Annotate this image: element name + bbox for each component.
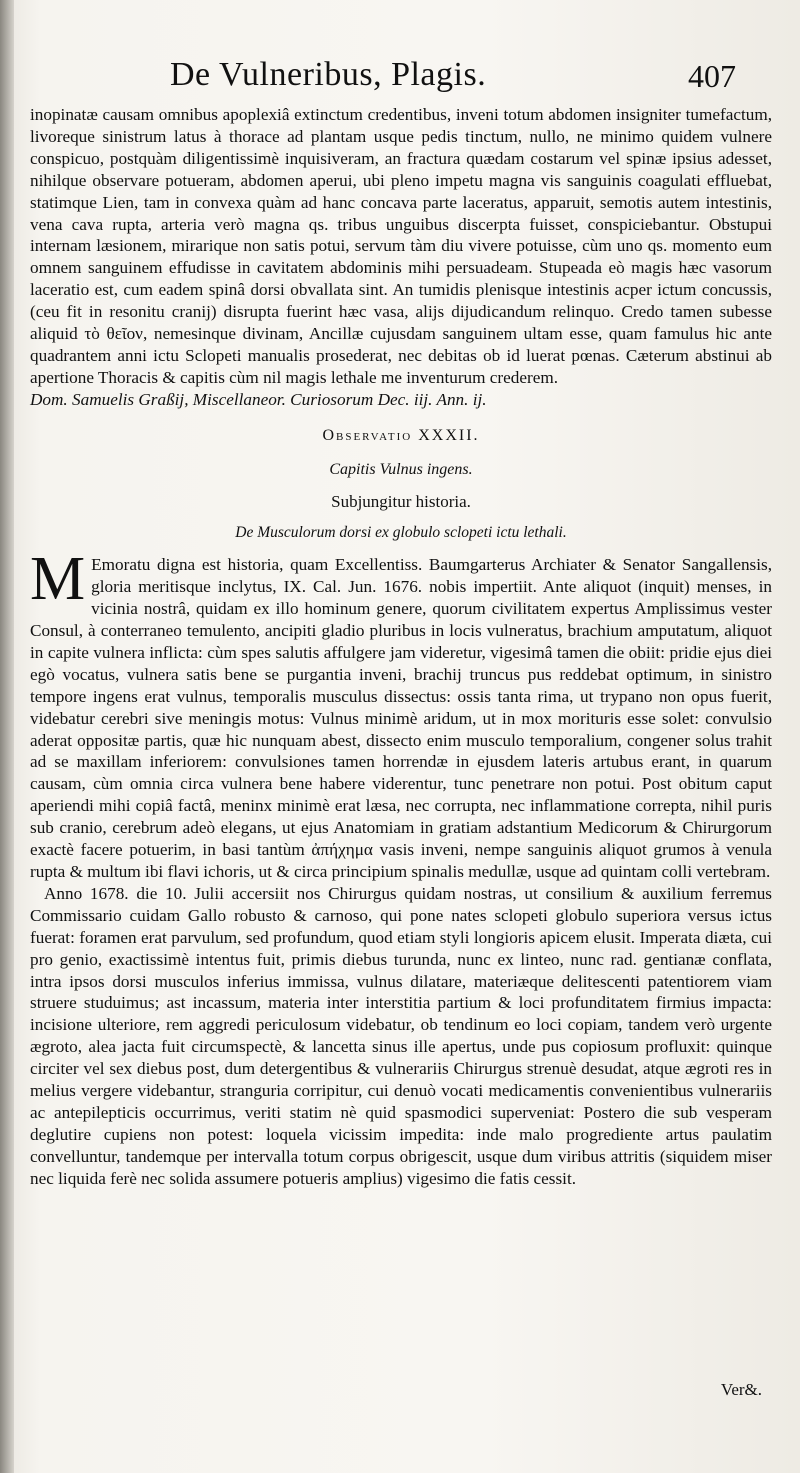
citation: Dom. Samuelis Graßij, Miscellaneor. Curiosorum Dec. iij. Ann. ij. xyxy=(30,389,487,409)
page-gutter-shadow xyxy=(0,0,14,1473)
page-header xyxy=(0,56,800,104)
page-body xyxy=(30,104,772,1190)
paragraph-continuation: inopinatæ causam omnibus apoplexiâ extinctum credentibus, inveni totum abdomen insigniter tumefactum, livoreque sinistrum latus à thorace ad plantam usque pedis tinctum, nullo, ne minimo quidem vulnere conspicuo, postquàm diligentissimè inquisiveram, an fractura quædam costarum vel spinæ ipsius adesset, nihilque observare potueram, abdomen aperui, ubi pleno impetu magna vis sanguinis coagulati effluebat, statimque Lien, tam in convexa quàm ad hanc concava parte laceratus, apparuit, semotis autem intestinis, vena cava rupta, arteria verò magna qs. tribus unguibus discerpta fuisset, conspiciebantur. Obstupui internam læsionem, mirarique non satis potui, servum tàm diu vivere potuisse, cùm uno qs. momento eum omnem sanguinem effudisse in cavitatem abdominis mihi persuadeam. Stupeada eò magis hæc vasorum laceratio est, cum eadem spinâ dorsi obvallata sint. An tumidis plenisque intestinis acper ictum concussis, (ceu fit in resonitu cranij) disrupta fuerint hæc vasa, alijs dijudicandum relinquo. Credo tamen subesse aliquid τὸ θεῖον, nemesinque divinam, Ancillæ cujusdam sanguinem ultam esse, quam famulus hic ante quadrantem anni ictu Sclopeti manualis prosederat, nec debitas ob id luerat pœnas. Cæterum abstinui ab apertione Thoracis & capitis cùm nil magis lethale me inventurum crederem. xyxy=(30,105,772,387)
page-number: 407 xyxy=(688,58,736,94)
drop-cap-letter: M xyxy=(30,545,86,614)
observation-heading: Observatio XXXII. xyxy=(322,426,480,444)
paragraph-history-text: Emoratu digna est historia, quam Excellentiss. Baumgarterus Archiater & Senator Sangallensis, gloria meritisque inclytus, IX. Cal. Jun. 1676. nobis impertiit. Ante aliquot (inquit) menses, in vicinia nostrâ, quidam ex illo hominum genere, quorum civilitatem expertus Amplissimus vester Consul, à conterraneo temulento, ancipiti gladio pluribus in locis vulneratus, brachium amputatum, aliquot in capite vulnera inflicta: cùm spes salutis affulgere jam videretur, vigesimâ tamen die obiit: pridie ejus diei egò vocatus, vulnera satis bene se purgantia inveni, brachij truncus pus reddebat optimum, in sinistro tempore ingens erat vulnus, temporalis musculus dissectus: ossis tanta rima, ut trypano non opus fuerit, videbatur cerebri sive meningis motus: Vulnus minimè aridum, ut in mox morituris esse solet: convulsio aderat oppositæ partis, quæ hic nunquam abest, dissecto enim musculo temporalium, congener solus trahit ad se maxillam inferiorem: convulsiones tamen horrendæ in ejusdem lateris artubus erant, in quarum causam, cùm omnia circa vulnera bene habere viderentur, tunc penetrare non potui. Post obitum caput aperiendi mihi copiâ factâ, meninx minimè erat læsa, nec corrupta, nec inflammatione correpta, nihil puris sub cranio, cerebrum adeò elegans, ut ejus Anatomiam in gratiam adstantium Medicorum & Chirurgorum exactè facere potuerim, in basi tantùm ἀπήχημα vasis inveni, nempe sanguinis aliquot grumos à venula rupta & multum ibi flavi ichoris, ut & circa principium spinalis medullæ, usque ad quintam colli vertebram. xyxy=(30,555,772,881)
subtitle-history: Subjungitur historia. xyxy=(331,491,471,511)
catchword: Ver&. xyxy=(720,1380,762,1399)
paragraph-history xyxy=(30,545,772,883)
subtitle-case: Capitis Vulnus ingens. xyxy=(329,460,473,478)
paragraph-case-1678: Anno 1678. die 10. Julii accersiit nos Chirurgus quidam nostras, ut consilium & auxilium ferremus Commissario cuidam Gallo robusto & carnoso, qui pone nates sclopeti globulo superiora versus ictus fuerat: foramen erat parvulum, sed profundum, quod etiam styli longioris apicem elusit. Imperata diæta, cui pro genio, exactissimè intentus fuit, primis diebus turunda, nunc ex linteo, nunc rad. gentianæ conflata, intra ipsos dorsi musculos inferius immissa, vulnus dilatare, materiæque delitescenti patentiorem viam struere studuimus; ast incassum, materia inter interstitia partium & loci profunditatem firmius impacta: incisione ulteriore, rem aggredi periculosum videbatur, ob tendinum eo loci copiam, tandem verò urgente ægroto, alea jacta fuit circumspectè, & lancetta sinus ille apertus, unde pus copiosum profluxit: quinque circiter vel sex diebus post, dum detergentibus & vulnerariis Chirurgus strenuè desudat, atque ægroti res in melius vergere videbantur, stranguria corripitur, cui denuò vocati medicamentis convenientibus vulnerariis ac antepilepticis occurrimus, veriti statim nè quid spasmodici superveniat: Postero die sub vesperam deglutire cupiens non potest: loquela vicissim impedita: inde malo progrediente artus paulatim convelluntur, tandemque per intervalla totum corpus obrigescit, usque dum viribus attritis (siquidem miser nec liquida ferè nec solida assumere potueris amplius) vigesimo die fatis cessit. xyxy=(30,883,772,1188)
running-title: De Vulneribus, Plagis. xyxy=(170,56,487,93)
subtitle-topic: De Musculorum dorsi ex globulo sclopeti ictu lethali. xyxy=(235,524,567,542)
